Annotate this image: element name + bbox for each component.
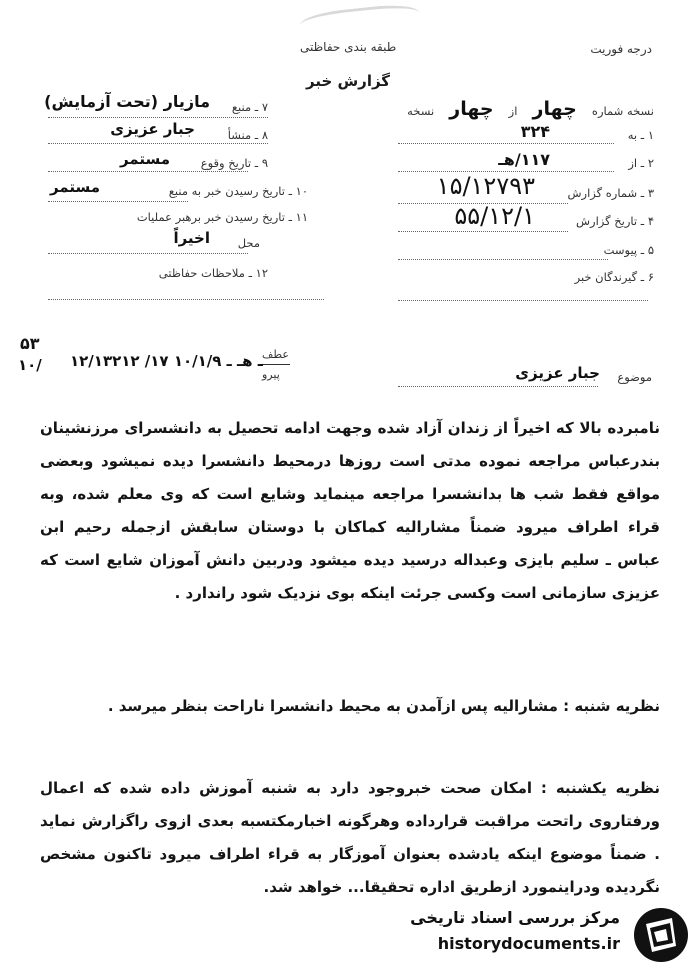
source-label: ۷ ـ منبع <box>231 100 268 114</box>
recipients-dotline <box>398 300 648 301</box>
file-number: ۵۳ <box>20 334 40 353</box>
body-paragraph-2: نظریه شنبه : مشارالیه پس ازآمدن به محیط دانشسرا ناراحت بنظر میرسد . <box>107 697 660 715</box>
security-notes-label: ۱۲ ـ ملاحظات حفاظتی <box>158 266 268 280</box>
priority-label: درجه فوریت <box>590 42 652 56</box>
report-no-value: ۱۵/۱۲۷۹۳ <box>436 172 535 200</box>
received-source-value: مستمر <box>49 178 100 196</box>
origin-dotline <box>48 143 268 144</box>
from-label: ۲ ـ از <box>628 156 654 170</box>
source-value: مازیار (تحت آزمایش) <box>44 92 210 111</box>
report-date-label: ۴ ـ تاریخ گزارش <box>575 214 654 228</box>
file-sub-number: ۱۰/ <box>18 356 42 374</box>
from-value: ۱۱۷/هـ <box>498 150 550 169</box>
attachment-label: ۵ ـ پیوست <box>603 243 654 257</box>
watermark-url: historydocuments.ir <box>437 934 620 953</box>
classification-label: طبقه بندی حفاظتی <box>300 40 397 54</box>
recipients-label: ۶ ـ گیرندگان خبر <box>574 270 654 284</box>
place-value: اخیراً <box>173 229 210 247</box>
report-no-label: ۳ ـ شماره گزارش <box>567 186 654 200</box>
received-source-label: ۱۰ ـ تاریخ رسیدن خبر به منبع <box>168 184 308 198</box>
event-date-value: مستمر <box>119 150 170 168</box>
page-title: گزارش خبر <box>306 72 391 90</box>
body-paragraph-1: نامبرده بالا که اخیراً از زندان آزاد شده وجهت ادامه تحصیل به دانشسرای مرزنشینان بندرعباس مراجعه نموده مدتی است روزها درمحیط دانشسرا دیده نمیشود وبعضی مواقع فقط شب ها بدانشسرا مراجعه مینماید وشایع است که وی معلم شده، وبه قراء اطراف میرود ضمناً مشارالیه کماکان با دوستان سابقش ازجمله رحیم ابن عباس ـ سلیم بایزی وعبداله درسید دیده میشود ودربین دانش آموزان شایع است که عزیزی سازمانی است وکسی جرئت اینکه بوی نزدیک شود راندارد . <box>40 419 660 602</box>
body-paragraph-3: نظریه یکشنبه : امکان صحت خبروجود دارد به شنبه آموزش داده شده که اعمال ورفتاروی راتحت مراقبت قرارداده وهرگونه اخبارمکتسبه بعدی ازوی راگزارش نماید . ضمناً موضوع اینکه یادشده بعنوان آموزگار به قراء اطراف میرود تاکنون مشخص نگردیده ودراینمورد ازطریق اداره تحقیقا... خواهد شد. <box>40 779 660 896</box>
event-date-label: ۹ ـ تاریخ وقوع <box>200 156 268 170</box>
source-dotline <box>48 117 268 118</box>
origin-label: ۸ ـ منشأ <box>227 128 268 142</box>
event-date-dotline <box>48 171 248 172</box>
faint-stamp-mark <box>299 2 421 41</box>
atf-value: ۱۲/۱۳۲۱۲ /۱۷ ـ هـ ـ ۱۰/۱/۹ <box>70 352 263 370</box>
subject-label: موضوع <box>617 370 652 384</box>
subject-value: جبار عزیزی <box>515 364 600 382</box>
place-label: محل <box>237 236 260 250</box>
peyro-label: پیرو <box>262 368 280 381</box>
watermark-name: مرکز بررسی اسناد تاریخی <box>410 908 620 927</box>
report-date-value: ۵۵/۱۲/۱ <box>454 202 535 230</box>
to-label: ۱ ـ به <box>627 128 654 142</box>
archive-logo-icon <box>632 906 690 964</box>
attachment-dotline <box>398 259 608 260</box>
place-dotline <box>48 253 248 254</box>
received-source-dotline <box>48 201 188 202</box>
origin-value: جبار عزیزی <box>110 120 195 138</box>
to-dotline <box>398 143 614 144</box>
subject-dotline <box>398 386 598 387</box>
copy-line: نسخه شماره چهار از چهار نسخه <box>407 98 654 120</box>
security-notes-dotline <box>48 299 324 300</box>
report-date-dotline <box>398 231 568 232</box>
atf-label: عطف <box>262 348 289 361</box>
to-value: ۳۲۴ <box>520 122 550 141</box>
received-ops-label: ۱۱ ـ تاریخ رسیدن خبر برهبر عملیات <box>136 210 308 224</box>
